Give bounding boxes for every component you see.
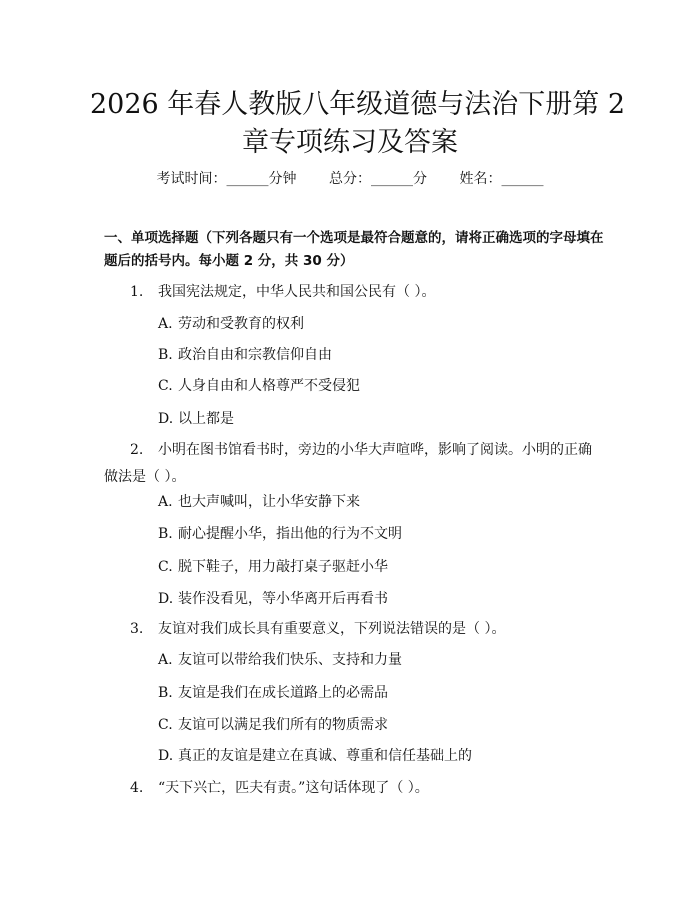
section-heading: 一、单项选择题（下列各题只有一个选项是最符合题意的，请将正确选项的字母填在题后的括号内。每小题 2 分，共 30 分） xyxy=(104,230,604,269)
option-1a xyxy=(158,314,304,334)
question-number: 2. xyxy=(130,442,144,458)
option-2a xyxy=(158,492,360,512)
page-title xyxy=(90,86,626,162)
question-4 xyxy=(104,775,604,802)
title-line-2: 章专项练习及答案 xyxy=(242,127,458,158)
total-score-field: 总分：______分 xyxy=(329,171,427,187)
option-text: 真正的友谊是建立在真诚、尊重和信任基础上的 xyxy=(178,748,472,764)
option-text: 也大声喊叫，让小华安静下来 xyxy=(178,494,360,510)
option-text: 脱下鞋子，用力敲打桌子驱赶小华 xyxy=(178,559,388,575)
option-letter: D. xyxy=(158,591,174,607)
option-text: 友谊是我们在成长道路上的必需品 xyxy=(178,685,388,701)
option-letter: A. xyxy=(158,316,173,332)
option-letter: A. xyxy=(158,652,173,668)
question-1 xyxy=(104,279,604,306)
question-number: 3. xyxy=(130,621,144,637)
option-letter: A. xyxy=(158,494,173,510)
option-letter: D. xyxy=(158,748,174,764)
option-3b xyxy=(158,683,388,703)
option-letter: C. xyxy=(158,378,173,394)
question-2 xyxy=(104,437,604,491)
question-text: “天下兴亡，匹夫有责。”这句话体现了（ ）。 xyxy=(158,780,429,796)
option-text: 人身自由和人格尊严不受侵犯 xyxy=(178,378,360,394)
option-1b xyxy=(158,345,332,365)
option-letter: B. xyxy=(158,347,173,363)
option-text: 劳动和受教育的权利 xyxy=(178,316,304,332)
title-line-1: 2026 年春人教版八年级道德与法治下册第 2 xyxy=(90,89,626,120)
option-2c xyxy=(158,557,388,577)
option-text: 耐心提醒小华，指出他的行为不文明 xyxy=(178,526,402,542)
question-text: 我国宪法规定，中华人民共和国公民有（ ）。 xyxy=(158,284,436,300)
option-text: 友谊可以带给我们快乐、支持和力量 xyxy=(178,652,402,668)
option-2d xyxy=(158,589,388,609)
option-3d xyxy=(158,746,472,766)
option-letter: C. xyxy=(158,717,173,733)
option-letter: C. xyxy=(158,559,173,575)
option-text: 装作没看见，等小华离开后再看书 xyxy=(178,591,388,607)
option-text: 友谊可以满足我们所有的物质需求 xyxy=(178,717,388,733)
option-1d xyxy=(158,409,234,429)
student-name-field: 姓名：______ xyxy=(459,171,544,187)
question-text: 友谊对我们成长具有重要意义，下列说法错误的是（ ）。 xyxy=(158,621,506,637)
option-1c xyxy=(158,376,360,396)
exam-time-field: 考试时间：______分钟 xyxy=(156,171,297,187)
question-text: 小明在图书馆看书时，旁边的小华大声喧哗，影响了阅读。小明的正确做法是（ ）。 xyxy=(104,442,592,485)
question-3 xyxy=(104,616,604,643)
option-2b xyxy=(158,524,402,544)
option-3a xyxy=(158,650,402,670)
option-3c xyxy=(158,715,388,735)
exam-meta xyxy=(0,168,700,188)
option-text: 政治自由和宗教信仰自由 xyxy=(178,347,332,363)
question-number: 4. xyxy=(130,780,144,796)
option-letter: B. xyxy=(158,685,173,701)
option-text: 以上都是 xyxy=(178,411,234,427)
option-letter: B. xyxy=(158,526,173,542)
option-letter: D. xyxy=(158,411,174,427)
question-number: 1. xyxy=(130,284,144,300)
